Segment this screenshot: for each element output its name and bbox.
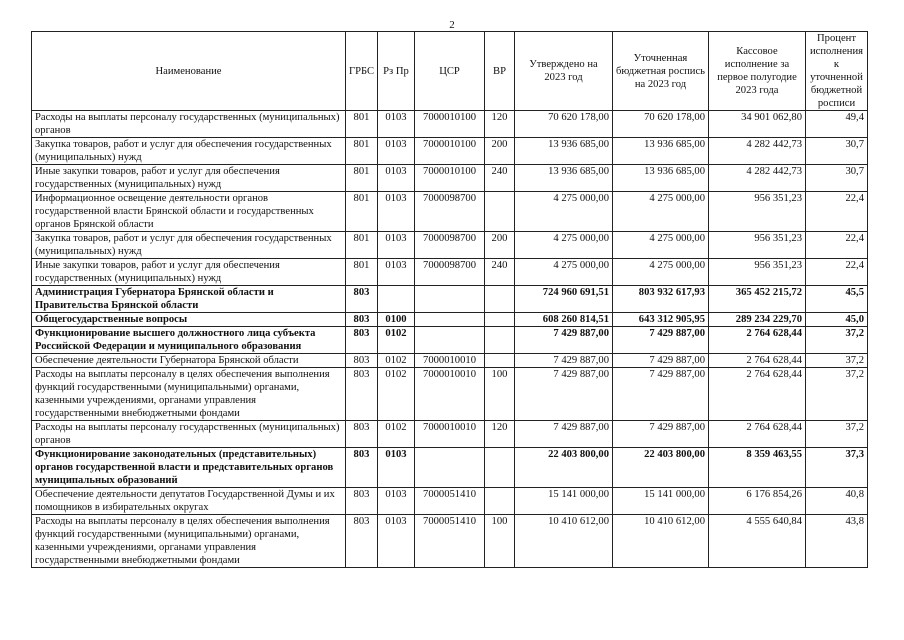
cell-vr bbox=[485, 448, 515, 488]
cell-cash: 2 764 628,44 bbox=[709, 368, 806, 421]
cell-vr: 120 bbox=[485, 421, 515, 448]
cell-approved: 10 410 612,00 bbox=[515, 515, 613, 568]
cell-approved: 724 960 691,51 bbox=[515, 286, 613, 313]
cell-cash: 289 234 229,70 bbox=[709, 313, 806, 327]
cell-rz-pr: 0103 bbox=[378, 488, 415, 515]
cell-rz-pr: 0102 bbox=[378, 327, 415, 354]
cell-approved: 22 403 800,00 bbox=[515, 448, 613, 488]
cell-refined: 13 936 685,00 bbox=[613, 138, 709, 165]
cell-refined: 10 410 612,00 bbox=[613, 515, 709, 568]
table-body bbox=[32, 111, 868, 568]
cell-cash: 6 176 854,26 bbox=[709, 488, 806, 515]
cell-cash: 365 452 215,72 bbox=[709, 286, 806, 313]
cell-approved: 608 260 814,51 bbox=[515, 313, 613, 327]
page-number: 2 bbox=[449, 19, 455, 31]
cell-percent: 43,8 bbox=[806, 515, 868, 568]
cell-csr bbox=[415, 448, 485, 488]
cell-refined: 4 275 000,00 bbox=[613, 192, 709, 232]
table-row bbox=[32, 421, 868, 448]
cell-name: Администрация Губернатора Брянской области и Правительства Брянской области bbox=[32, 286, 346, 313]
table-row bbox=[32, 368, 868, 421]
table-row bbox=[32, 515, 868, 568]
cell-approved: 15 141 000,00 bbox=[515, 488, 613, 515]
cell-grbs: 801 bbox=[346, 232, 378, 259]
header-name: Наименование bbox=[32, 32, 346, 111]
cell-percent: 45,0 bbox=[806, 313, 868, 327]
budget-execution-table bbox=[31, 31, 868, 568]
cell-refined: 7 429 887,00 bbox=[613, 368, 709, 421]
cell-name: Общегосударственные вопросы bbox=[32, 313, 346, 327]
table-row bbox=[32, 327, 868, 354]
cell-grbs: 801 bbox=[346, 192, 378, 232]
cell-vr: 240 bbox=[485, 165, 515, 192]
table-row bbox=[32, 138, 868, 165]
cell-name: Информационное освещение деятельности органов государственной власти Брянской области и государственных органов Брянской области bbox=[32, 192, 346, 232]
cell-refined: 13 936 685,00 bbox=[613, 165, 709, 192]
table-row bbox=[32, 165, 868, 192]
cell-grbs: 803 bbox=[346, 313, 378, 327]
cell-approved: 7 429 887,00 bbox=[515, 354, 613, 368]
cell-grbs: 803 bbox=[346, 421, 378, 448]
header-approved: Утверждено на 2023 год bbox=[515, 32, 613, 111]
cell-cash: 34 901 062,80 bbox=[709, 111, 806, 138]
cell-approved: 4 275 000,00 bbox=[515, 192, 613, 232]
table-row bbox=[32, 313, 868, 327]
cell-cash: 4 282 442,73 bbox=[709, 165, 806, 192]
cell-vr bbox=[485, 313, 515, 327]
cell-csr bbox=[415, 286, 485, 313]
table-header-row bbox=[32, 32, 868, 111]
cell-grbs: 803 bbox=[346, 286, 378, 313]
cell-approved: 13 936 685,00 bbox=[515, 138, 613, 165]
cell-vr: 100 bbox=[485, 515, 515, 568]
cell-cash: 2 764 628,44 bbox=[709, 421, 806, 448]
cell-approved: 7 429 887,00 bbox=[515, 368, 613, 421]
cell-name: Иные закупки товаров, работ и услуг для обеспечения государственных (муниципальных) нужд bbox=[32, 165, 346, 192]
cell-vr bbox=[485, 192, 515, 232]
cell-name: Расходы на выплаты персоналу государственных (муниципальных) органов bbox=[32, 111, 346, 138]
cell-name: Обеспечение деятельности депутатов Государственной Думы и их помощников в избирательных округах bbox=[32, 488, 346, 515]
cell-name: Расходы на выплаты персоналу государственных (муниципальных) органов bbox=[32, 421, 346, 448]
cell-rz-pr: 0103 bbox=[378, 165, 415, 192]
cell-vr bbox=[485, 488, 515, 515]
cell-cash: 956 351,23 bbox=[709, 259, 806, 286]
cell-refined: 803 932 617,93 bbox=[613, 286, 709, 313]
cell-refined: 643 312 905,95 bbox=[613, 313, 709, 327]
cell-rz-pr: 0100 bbox=[378, 313, 415, 327]
cell-grbs: 803 bbox=[346, 448, 378, 488]
cell-rz-pr: 0103 bbox=[378, 448, 415, 488]
table-row bbox=[32, 232, 868, 259]
cell-rz-pr: 0103 bbox=[378, 111, 415, 138]
cell-cash: 956 351,23 bbox=[709, 192, 806, 232]
cell-rz-pr: 0103 bbox=[378, 259, 415, 286]
cell-approved: 70 620 178,00 bbox=[515, 111, 613, 138]
cell-name: Функционирование высшего должностного лица субъекта Российской Федерации и муниципального образования bbox=[32, 327, 346, 354]
cell-csr: 7000010010 bbox=[415, 368, 485, 421]
cell-grbs: 801 bbox=[346, 111, 378, 138]
cell-cash: 956 351,23 bbox=[709, 232, 806, 259]
cell-refined: 4 275 000,00 bbox=[613, 259, 709, 286]
cell-approved: 7 429 887,00 bbox=[515, 421, 613, 448]
cell-approved: 7 429 887,00 bbox=[515, 327, 613, 354]
header-percent: Процент исполнения к уточненной бюджетной росписи bbox=[806, 32, 868, 111]
cell-percent: 37,2 bbox=[806, 354, 868, 368]
table-row bbox=[32, 488, 868, 515]
cell-grbs: 803 bbox=[346, 354, 378, 368]
cell-vr bbox=[485, 354, 515, 368]
header-csr: ЦСР bbox=[415, 32, 485, 111]
cell-percent: 22,4 bbox=[806, 259, 868, 286]
header-grbs: ГРБС bbox=[346, 32, 378, 111]
cell-name: Закупка товаров, работ и услуг для обеспечения государственных (муниципальных) нужд bbox=[32, 232, 346, 259]
cell-grbs: 801 bbox=[346, 165, 378, 192]
cell-cash: 4 555 640,84 bbox=[709, 515, 806, 568]
cell-vr bbox=[485, 327, 515, 354]
cell-grbs: 801 bbox=[346, 138, 378, 165]
cell-name: Функционирование законодательных (представительных) органов государственной власти и представительных органов муниципальных образований bbox=[32, 448, 346, 488]
cell-name: Закупка товаров, работ и услуг для обеспечения государственных (муниципальных) нужд bbox=[32, 138, 346, 165]
cell-name: Иные закупки товаров, работ и услуг для обеспечения государственных (муниципальных) нужд bbox=[32, 259, 346, 286]
cell-percent: 37,2 bbox=[806, 421, 868, 448]
cell-grbs: 803 bbox=[346, 327, 378, 354]
cell-csr: 7000051410 bbox=[415, 488, 485, 515]
cell-rz-pr: 0102 bbox=[378, 354, 415, 368]
cell-percent: 30,7 bbox=[806, 165, 868, 192]
cell-csr: 7000098700 bbox=[415, 259, 485, 286]
cell-grbs: 801 bbox=[346, 259, 378, 286]
cell-cash: 4 282 442,73 bbox=[709, 138, 806, 165]
table-row bbox=[32, 286, 868, 313]
cell-name: Обеспечение деятельности Губернатора Брянской области bbox=[32, 354, 346, 368]
cell-percent: 37,2 bbox=[806, 327, 868, 354]
cell-rz-pr: 0103 bbox=[378, 515, 415, 568]
cell-csr: 7000010010 bbox=[415, 421, 485, 448]
cell-percent: 37,2 bbox=[806, 368, 868, 421]
cell-percent: 30,7 bbox=[806, 138, 868, 165]
cell-grbs: 803 bbox=[346, 515, 378, 568]
cell-vr: 120 bbox=[485, 111, 515, 138]
cell-refined: 22 403 800,00 bbox=[613, 448, 709, 488]
cell-approved: 4 275 000,00 bbox=[515, 259, 613, 286]
cell-csr: 7000098700 bbox=[415, 192, 485, 232]
cell-csr bbox=[415, 313, 485, 327]
cell-vr: 240 bbox=[485, 259, 515, 286]
cell-refined: 7 429 887,00 bbox=[613, 421, 709, 448]
table-row bbox=[32, 448, 868, 488]
cell-percent: 49,4 bbox=[806, 111, 868, 138]
table-row bbox=[32, 354, 868, 368]
header-rz-pr: Рз Пр bbox=[378, 32, 415, 111]
cell-grbs: 803 bbox=[346, 488, 378, 515]
cell-refined: 7 429 887,00 bbox=[613, 354, 709, 368]
table-row bbox=[32, 259, 868, 286]
cell-csr: 7000010100 bbox=[415, 111, 485, 138]
cell-refined: 4 275 000,00 bbox=[613, 232, 709, 259]
cell-rz-pr: 0103 bbox=[378, 192, 415, 232]
cell-percent: 37,3 bbox=[806, 448, 868, 488]
header-vr: ВР bbox=[485, 32, 515, 111]
header-cash: Кассовое исполнение за первое полугодие 2023 года bbox=[709, 32, 806, 111]
cell-approved: 13 936 685,00 bbox=[515, 165, 613, 192]
cell-rz-pr: 0102 bbox=[378, 421, 415, 448]
cell-cash: 2 764 628,44 bbox=[709, 327, 806, 354]
cell-cash: 8 359 463,55 bbox=[709, 448, 806, 488]
cell-cash: 2 764 628,44 bbox=[709, 354, 806, 368]
cell-csr: 7000010100 bbox=[415, 165, 485, 192]
cell-percent: 22,4 bbox=[806, 232, 868, 259]
cell-csr: 7000098700 bbox=[415, 232, 485, 259]
cell-csr: 7000010100 bbox=[415, 138, 485, 165]
cell-csr bbox=[415, 327, 485, 354]
cell-percent: 40,8 bbox=[806, 488, 868, 515]
cell-percent: 45,5 bbox=[806, 286, 868, 313]
cell-refined: 15 141 000,00 bbox=[613, 488, 709, 515]
cell-rz-pr: 0103 bbox=[378, 138, 415, 165]
cell-name: Расходы на выплаты персоналу в целях обеспечения выполнения функций государственными (муниципальными) органами, казенными учреждениями, органами управления государственными внебюджетными фондами bbox=[32, 368, 346, 421]
cell-rz-pr: 0103 bbox=[378, 232, 415, 259]
cell-csr: 7000010010 bbox=[415, 354, 485, 368]
cell-approved: 4 275 000,00 bbox=[515, 232, 613, 259]
cell-rz-pr: 0102 bbox=[378, 368, 415, 421]
cell-vr: 100 bbox=[485, 368, 515, 421]
cell-vr: 200 bbox=[485, 138, 515, 165]
cell-refined: 7 429 887,00 bbox=[613, 327, 709, 354]
cell-grbs: 803 bbox=[346, 368, 378, 421]
header-refined: Уточненная бюджетная роспись на 2023 год bbox=[613, 32, 709, 111]
cell-vr: 200 bbox=[485, 232, 515, 259]
cell-csr: 7000051410 bbox=[415, 515, 485, 568]
table-row bbox=[32, 192, 868, 232]
cell-vr bbox=[485, 286, 515, 313]
cell-refined: 70 620 178,00 bbox=[613, 111, 709, 138]
cell-percent: 22,4 bbox=[806, 192, 868, 232]
cell-rz-pr bbox=[378, 286, 415, 313]
table-row bbox=[32, 111, 868, 138]
cell-name: Расходы на выплаты персоналу в целях обеспечения выполнения функций государственными (муниципальными) органами, казенными учреждениями, органами управления государственными внебюджетными фондами bbox=[32, 515, 346, 568]
